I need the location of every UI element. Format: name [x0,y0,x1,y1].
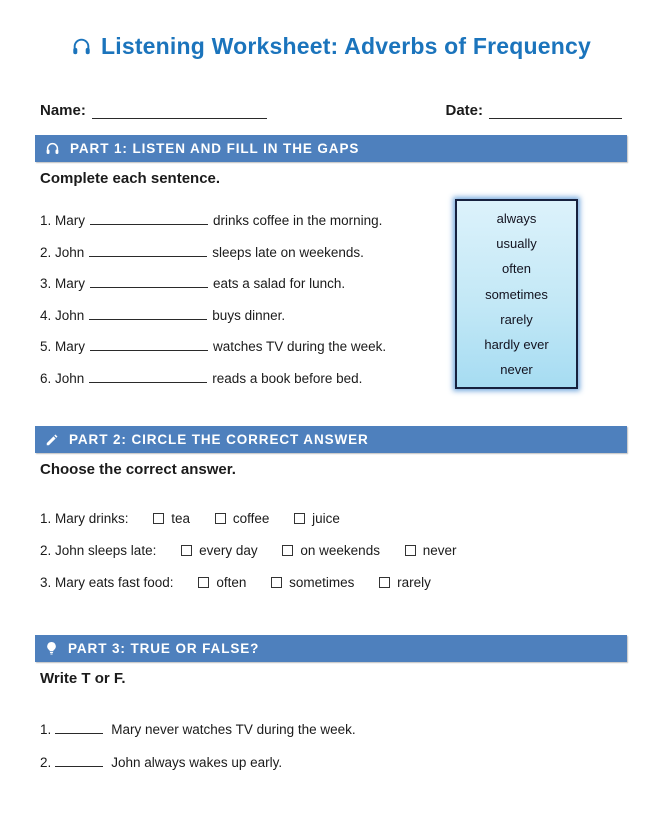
sentence-suffix: reads a book before bed. [212,370,363,386]
answer-blank-line[interactable] [90,212,208,225]
page-title: Listening Worksheet: Adverbs of Frequency [100,33,591,59]
part3-header-title: PART 3: TRUE OR FALSE? [68,641,260,656]
multiple-choice-question [40,511,627,527]
part1-header-title: PART 1: LISTEN AND FILL IN THE GAPS [70,141,360,156]
part2-header-bar [35,426,627,453]
headphones-icon [45,141,60,156]
lightbulb-icon [45,641,58,656]
true-false-item [40,721,627,738]
multiple-choice-question [40,543,627,559]
sentence-suffix: buys dinner. [212,307,286,323]
answer-option[interactable] [405,543,457,558]
word-bank-item: usually [496,236,537,252]
item-text: John always wakes up early. [111,755,283,770]
part1-header-bar [35,135,627,162]
true-false-item [40,754,627,771]
answer-option[interactable] [379,575,431,590]
sentence-suffix: drinks coffee in the morning. [213,213,383,228]
option-label: sometimes [289,575,355,590]
checkbox-icon[interactable] [271,577,282,588]
answer-option[interactable] [198,575,246,590]
headphones-icon [71,36,92,57]
answer-blank-line[interactable] [89,307,207,320]
item-text: Mary never watches TV during the week. [111,722,356,737]
part2-header-title: PART 2: CIRCLE THE CORRECT ANSWER [69,432,369,447]
part3-instruction: Write T or F. [40,670,126,687]
option-label: tea [171,511,191,526]
sentence-suffix: sleeps late on weekends. [212,244,364,260]
checkbox-icon[interactable] [379,577,390,588]
question-prompt: 2. John sleeps late: [40,543,157,558]
name-label: Name: [40,102,86,119]
multiple-choice-question [40,575,627,591]
word-bank-item: often [502,261,531,277]
true-false-items [35,687,627,771]
name-blank-line[interactable] [92,104,267,119]
checkbox-icon[interactable] [294,513,305,524]
sentence-suffix: watches TV during the week. [213,339,387,354]
answer-blank-line[interactable] [55,754,103,767]
option-label: often [216,575,247,590]
option-label: juice [312,511,340,526]
page-title-row [35,33,627,60]
sentence-prefix: 3. Mary [40,276,86,291]
sentence-prefix: 4. John [40,307,85,323]
part1-body [35,187,627,389]
checkbox-icon[interactable] [198,577,209,588]
word-bank-item: always [496,211,537,227]
part1-instruction: Complete each sentence. [40,170,221,187]
checkbox-icon[interactable] [181,545,192,556]
answer-blank-line[interactable] [55,721,103,734]
question-prompt: 1. Mary drinks: [40,511,129,526]
item-number: 1. [40,722,52,737]
answer-option[interactable] [294,511,340,526]
section-part3 [35,635,627,771]
part3-header-bar [35,635,627,662]
item-number: 2. [40,755,52,770]
option-label: every day [199,543,258,558]
option-label: rarely [397,575,431,590]
section-part1 [35,135,627,389]
answer-option[interactable] [153,511,190,526]
name-field [40,102,267,119]
word-bank-item: hardly ever [484,336,549,352]
word-bank-item: never [500,361,533,377]
option-label: on weekends [300,543,380,558]
checkbox-icon[interactable] [405,545,416,556]
pencil-icon [45,433,59,447]
word-bank-item: rarely [500,311,533,327]
answer-option[interactable] [215,511,270,526]
name-date-row [35,102,627,119]
answer-option[interactable] [282,543,380,558]
sentence-suffix: eats a salad for lunch. [213,276,346,291]
multiple-choice-questions [35,478,627,591]
worksheet-page [35,33,627,771]
answer-blank-line[interactable] [90,275,208,288]
date-blank-line[interactable] [489,104,622,119]
answer-blank-line[interactable] [90,338,208,351]
sentence-prefix: 6. John [40,370,85,386]
part2-instruction: Choose the correct answer. [40,461,236,478]
checkbox-icon[interactable] [282,545,293,556]
date-field [445,102,622,119]
sentence-prefix: 2. John [40,244,85,260]
answer-blank-line[interactable] [89,370,207,383]
section-part2 [35,426,627,591]
checkbox-icon[interactable] [153,513,164,524]
option-label: never [422,543,457,558]
word-bank-item: sometimes [485,286,548,302]
date-label: Date: [445,102,483,119]
checkbox-icon[interactable] [215,513,226,524]
sentence-prefix: 1. Mary [40,213,86,228]
answer-blank-line[interactable] [89,244,207,257]
answer-option[interactable] [181,543,258,558]
word-bank-box [455,199,578,389]
sentence-prefix: 5. Mary [40,339,86,354]
answer-option[interactable] [271,575,354,590]
question-prompt: 3. Mary eats fast food: [40,575,174,590]
option-label: coffee [232,511,270,526]
